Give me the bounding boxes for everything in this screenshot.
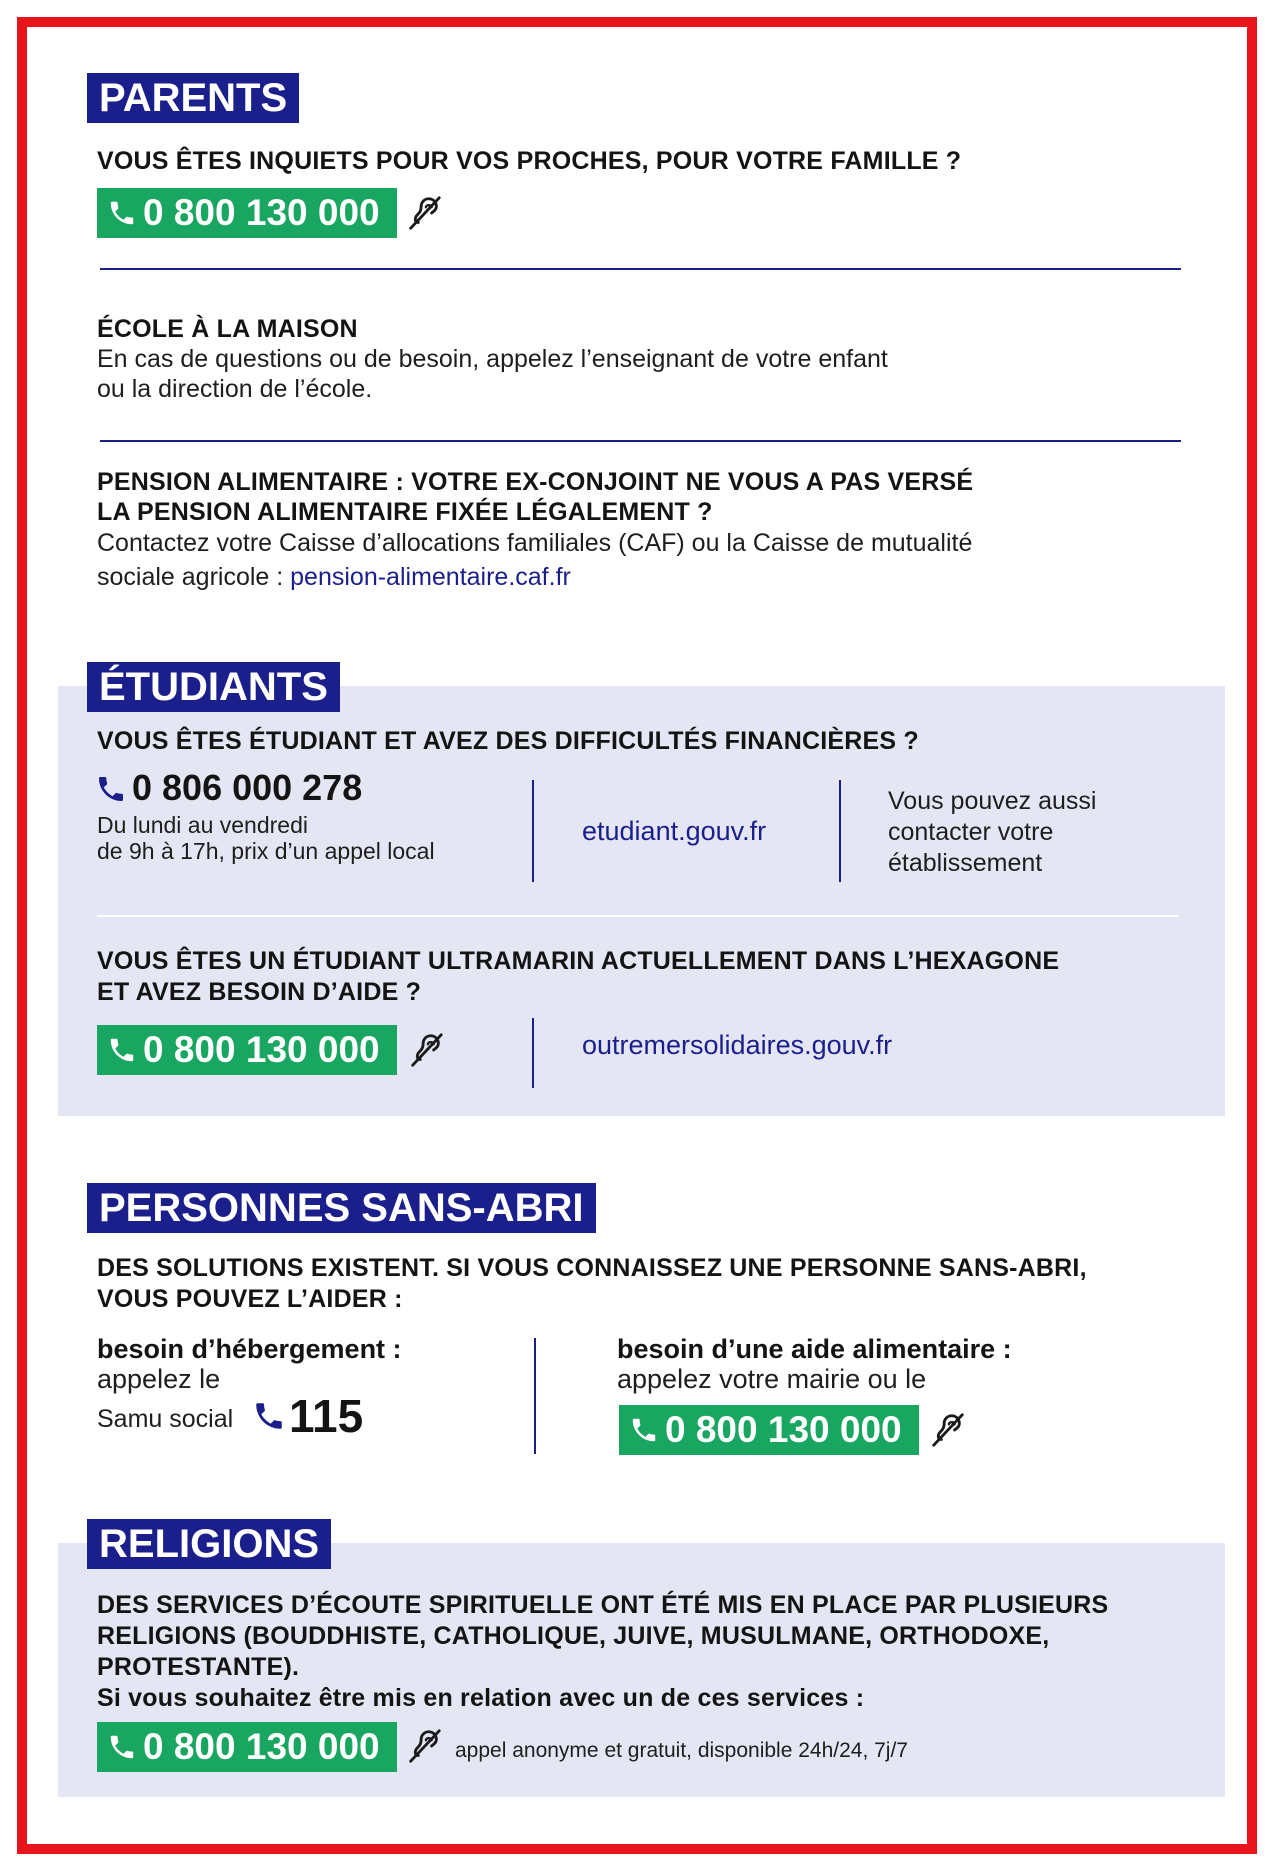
- parents-question: VOUS ÊTES INQUIETS POUR VOS PROCHES, POUR VOTRE FAMILLE ?: [97, 147, 962, 175]
- hebergement-title: besoin d’hébergement :: [97, 1334, 402, 1364]
- phone-icon: [629, 1415, 659, 1445]
- school-text-line1: En cas de questions ou de besoin, appelez l’enseignant de votre enfant: [97, 345, 888, 373]
- pension-text-prefix: sociale agricole :: [97, 563, 291, 591]
- pension-link[interactable]: pension-alimentaire.caf.fr: [290, 563, 571, 591]
- hebergement-line2: Samu social: [97, 1405, 234, 1433]
- etudiants-hours-line2: de 9h à 17h, prix d’un appel local: [97, 838, 435, 864]
- school-text-line2: ou la direction de l’école.: [97, 375, 373, 403]
- parents-phone-button[interactable]: [97, 188, 397, 238]
- phone-icon: [107, 1732, 137, 1762]
- phone-icon: [107, 198, 137, 228]
- religions-line2: RELIGIONS (BOUDDHISTE, CATHOLIQUE, JUIVE, MUSULMANE, ORTHODOXE,: [97, 1622, 1050, 1650]
- divider: [97, 915, 1178, 917]
- religions-line3: PROTESTANTE).: [97, 1653, 300, 1681]
- vertical-divider: [532, 780, 534, 882]
- outremer-link[interactable]: outremersolidaires.gouv.fr: [582, 1030, 893, 1060]
- etudiants-contact-line3: établissement: [888, 849, 1043, 877]
- phone-icon: [252, 1399, 286, 1433]
- aide-alimentaire-phone-button[interactable]: [619, 1405, 919, 1455]
- religions-line1: DES SERVICES D’ÉCOUTE SPIRITUELLE ONT ÉTÉ MIS EN PLACE PAR PLUSIEURS: [97, 1591, 1109, 1619]
- section-tag-religions: RELIGIONS: [87, 1519, 331, 1569]
- etudiants-hours-line1: Du lundi au vendredi: [97, 812, 308, 838]
- aide-alimentaire-phone-number: 0 800 130 000: [665, 1409, 902, 1450]
- vertical-divider: [534, 1338, 536, 1454]
- ultramarin-phone-button[interactable]: [97, 1025, 397, 1075]
- sansabri-intro-line1: DES SOLUTIONS EXISTENT. SI VOUS CONNAISSEZ UNE PERSONNE SANS-ABRI,: [97, 1254, 1087, 1282]
- ultramarin-question-line1: VOUS ÊTES UN ÉTUDIANT ULTRAMARIN ACTUELLEMENT DANS L’HEXAGONE: [97, 947, 1060, 975]
- religions-phone-button[interactable]: [97, 1722, 397, 1772]
- vertical-divider: [532, 1018, 534, 1088]
- hebergement-line1: appelez le: [97, 1364, 221, 1394]
- pension-text-line1: Contactez votre Caisse d’allocations familiales (CAF) ou la Caisse de mutualité: [97, 529, 973, 557]
- samu-social-number[interactable]: 115: [289, 1390, 364, 1442]
- etudiant-gouv-link[interactable]: etudiant.gouv.fr: [582, 816, 767, 846]
- aide-alimentaire-title: besoin d’une aide alimentaire :: [617, 1334, 1012, 1364]
- section-tag-parents: PARENTS: [87, 73, 299, 123]
- parents-phone-number: 0 800 130 000: [143, 192, 380, 233]
- etudiants-question: VOUS ÊTES ÉTUDIANT ET AVEZ DES DIFFICULTÉS FINANCIÈRES ?: [97, 727, 919, 755]
- etudiants-contact-line2: contacter votre: [888, 818, 1054, 846]
- pension-text-line2: [97, 562, 571, 593]
- ultramarin-question-line2: ET AVEZ BESOIN D’AIDE ?: [97, 978, 422, 1006]
- hearing-impaired-icon: [928, 1411, 966, 1449]
- pension-title-line2: LA PENSION ALIMENTAIRE FIXÉE LÉGALEMENT ?: [97, 498, 713, 526]
- ultramarin-phone-number: 0 800 130 000: [143, 1029, 380, 1070]
- pension-title-line1: PENSION ALIMENTAIRE : VOTRE EX-CONJOINT NE VOUS A PAS VERSÉ: [97, 468, 974, 496]
- school-title: ÉCOLE À LA MAISON: [97, 315, 358, 343]
- phone-icon: [107, 1035, 137, 1065]
- hearing-impaired-icon: [405, 194, 443, 232]
- etudiants-phone-number[interactable]: 0 806 000 278: [132, 767, 363, 808]
- religions-line4: Si vous souhaitez être mis en relation avec un de ces services :: [97, 1684, 865, 1712]
- religions-phone-number: 0 800 130 000: [143, 1726, 380, 1767]
- section-tag-etudiants: ÉTUDIANTS: [87, 662, 340, 712]
- aide-alimentaire-line1: appelez votre mairie ou le: [617, 1364, 927, 1394]
- divider: [100, 440, 1181, 442]
- hearing-impaired-icon: [407, 1031, 445, 1069]
- vertical-divider: [839, 780, 841, 882]
- sansabri-intro-line2: VOUS POUVEZ L’AIDER :: [97, 1285, 403, 1313]
- section-tag-sansabri: PERSONNES SANS-ABRI: [87, 1183, 596, 1233]
- divider: [100, 268, 1181, 270]
- religions-note: appel anonyme et gratuit, disponible 24h/24, 7j/7: [455, 1739, 908, 1762]
- etudiants-contact-line1: Vous pouvez aussi: [888, 787, 1097, 815]
- phone-icon: [95, 773, 127, 805]
- hearing-impaired-icon: [405, 1727, 443, 1765]
